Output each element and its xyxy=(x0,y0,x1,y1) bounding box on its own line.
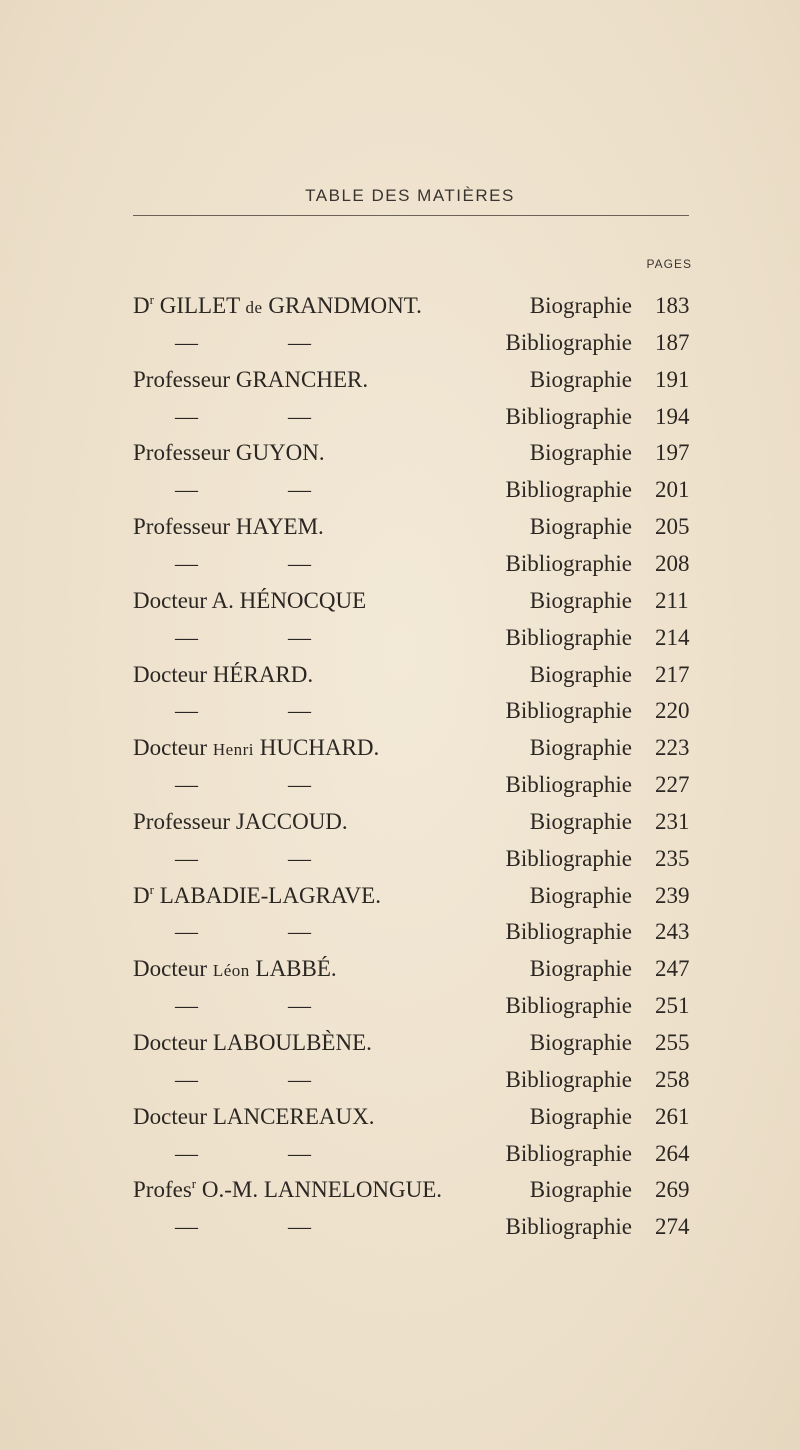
toc-entry-bibliography xyxy=(0,620,800,656)
page-number: 214 xyxy=(655,624,690,650)
toc-entry-biography xyxy=(0,730,800,766)
ditto-dash: — xyxy=(175,624,198,650)
page-number: 258 xyxy=(655,1066,690,1092)
toc-entry-biography xyxy=(0,583,800,619)
entry-name-main: D xyxy=(133,293,150,318)
entry-name-superscript: r xyxy=(191,1176,197,1192)
biography-label: Biographie xyxy=(529,1030,632,1055)
entry-name xyxy=(133,1099,374,1135)
page-number: 243 xyxy=(655,919,690,945)
toc-entry-biography xyxy=(0,1025,800,1061)
page-number: 264 xyxy=(655,1140,690,1166)
page-number: 231 xyxy=(655,808,690,834)
ditto-dash: — xyxy=(175,772,198,798)
ditto-dash: — xyxy=(288,698,311,724)
entry-name xyxy=(133,951,337,989)
toc-entry-bibliography xyxy=(0,914,800,950)
toc-entry-biography xyxy=(0,362,800,398)
ditto-dash: — xyxy=(288,772,311,798)
toc-entry-bibliography xyxy=(0,1062,800,1098)
ditto-dash: — xyxy=(175,845,198,871)
page-number: 205 xyxy=(655,514,690,540)
ditto-dash: — xyxy=(175,698,198,724)
toc-entry-bibliography xyxy=(0,1136,800,1172)
toc-entry-bibliography xyxy=(0,767,800,803)
page-title: TABLE DES MATIÈRES xyxy=(305,186,515,205)
bibliography-label: Bibliographie xyxy=(505,403,632,429)
ditto-dash: — xyxy=(288,1140,311,1166)
page-number: 220 xyxy=(655,698,690,724)
ditto-dash: — xyxy=(175,1140,198,1166)
bibliography-label: Bibliographie xyxy=(505,993,632,1019)
entry-name-small-caps: Léon xyxy=(212,961,250,981)
entry-name xyxy=(133,362,368,398)
toc-entry-bibliography xyxy=(0,325,800,361)
bibliography-label: Bibliographie xyxy=(505,845,632,871)
bibliography-label: Bibliographie xyxy=(505,919,632,945)
page-number: 251 xyxy=(655,993,690,1019)
entry-name xyxy=(133,509,324,545)
ditto-dash: — xyxy=(288,403,311,429)
entry-name xyxy=(133,288,422,326)
biography-label: Biographie xyxy=(529,440,632,466)
toc-entry-bibliography xyxy=(0,1209,800,1245)
biography-label: Biographie xyxy=(529,661,632,687)
page-number: 201 xyxy=(655,477,690,503)
ditto-dash: — xyxy=(175,329,198,355)
entry-name-part: LABBÉ. xyxy=(249,956,337,982)
entry-name-main: Professeur GUYON. xyxy=(133,440,325,466)
entry-name-main: Docteur A. HÉNOCQUE xyxy=(133,587,367,613)
entry-name-part: LABADIE-LAGRAVE. xyxy=(153,882,381,908)
bibliography-label: Bibliographie xyxy=(505,550,632,576)
entry-name-main: Docteur xyxy=(133,735,213,761)
toc-entry-biography xyxy=(0,435,800,471)
toc-entry-biography xyxy=(0,804,800,840)
entry-name-part: O.-M. LANNELONGUE. xyxy=(196,1177,443,1203)
ditto-dash: — xyxy=(175,919,198,945)
toc-entry-biography xyxy=(0,288,800,324)
biography-label: Biographie xyxy=(529,735,632,761)
page-number: 247 xyxy=(655,956,690,982)
bibliography-label: Bibliographie xyxy=(505,477,632,503)
bibliography-label: Bibliographie xyxy=(505,772,632,798)
toc-entry-bibliography xyxy=(0,693,800,729)
entry-name-main: D xyxy=(133,882,150,908)
ditto-dash: — xyxy=(175,403,198,429)
page-number: 191 xyxy=(655,366,690,392)
page-number: 217 xyxy=(655,661,690,687)
page-number: 255 xyxy=(655,1030,690,1055)
biography-label: Biographie xyxy=(529,956,632,982)
ditto-dash: — xyxy=(288,1214,311,1240)
entry-name xyxy=(133,1172,442,1208)
ditto-dash: — xyxy=(288,993,311,1019)
toc-entry-bibliography xyxy=(0,472,800,508)
toc-entry-biography xyxy=(0,1172,800,1208)
entry-name-part: GILLET xyxy=(153,293,246,318)
entry-name xyxy=(133,1025,372,1061)
entry-name-superscript: r xyxy=(149,881,154,897)
page-number: 274 xyxy=(655,1214,690,1240)
page-number: 239 xyxy=(655,882,690,908)
entry-name-main: Professeur GRANCHER. xyxy=(133,366,369,392)
bibliography-label: Bibliographie xyxy=(505,624,632,650)
toc-entry-biography xyxy=(0,878,800,914)
toc-entry-biography xyxy=(0,509,800,545)
page-number: 235 xyxy=(655,845,690,871)
ditto-dash: — xyxy=(288,624,311,650)
page-number: 223 xyxy=(655,735,690,761)
ditto-dash: — xyxy=(175,993,198,1019)
bibliography-label: Bibliographie xyxy=(505,1066,632,1092)
entry-name-main: Professeur JACCOUD. xyxy=(133,808,348,834)
page-number: 269 xyxy=(655,1177,690,1203)
ditto-dash: — xyxy=(175,1066,198,1092)
page-number: 187 xyxy=(655,329,690,355)
ditto-dash: — xyxy=(288,1066,311,1092)
entry-name xyxy=(133,657,313,693)
entry-name-main: Docteur LANCEREAUX. xyxy=(133,1103,375,1129)
ditto-dash: — xyxy=(288,550,311,576)
page-number: 208 xyxy=(655,550,690,576)
biography-label: Biographie xyxy=(529,366,632,392)
biography-label: Biographie xyxy=(529,514,632,540)
page-number: 183 xyxy=(655,293,690,318)
ditto-dash: — xyxy=(175,1214,198,1240)
toc-entry-bibliography xyxy=(0,399,800,435)
page-number: 194 xyxy=(655,403,690,429)
ditto-dash: — xyxy=(288,845,311,871)
page-number: 261 xyxy=(655,1103,690,1129)
bibliography-label: Bibliographie xyxy=(505,698,632,724)
entry-name-main: Professeur HAYEM. xyxy=(133,514,324,540)
biography-label: Biographie xyxy=(529,293,632,318)
biography-label: Biographie xyxy=(529,1177,632,1203)
entry-name-part: HUCHARD. xyxy=(254,735,380,761)
entry-name-main: Docteur xyxy=(133,956,213,982)
page-number: 211 xyxy=(655,587,689,613)
bibliography-label: Bibliographie xyxy=(505,329,632,355)
ditto-dash: — xyxy=(175,550,198,576)
entry-name-superscript: r xyxy=(149,292,154,307)
ditto-dash: — xyxy=(288,919,311,945)
entry-name xyxy=(133,878,381,914)
entry-name xyxy=(133,804,348,840)
entry-name xyxy=(133,730,379,768)
entry-name-small-caps: de xyxy=(245,298,263,317)
toc-entry-biography xyxy=(0,951,800,987)
title-rule xyxy=(133,215,689,216)
biography-label: Biographie xyxy=(529,587,632,613)
pages-column-label: PAGES xyxy=(646,257,692,271)
toc-entry-bibliography xyxy=(0,546,800,582)
toc-entry-biography xyxy=(0,1099,800,1135)
toc-entry-biography xyxy=(0,657,800,693)
entry-name-main: Profes xyxy=(133,1177,192,1203)
page-number: 227 xyxy=(655,772,690,798)
ditto-dash: — xyxy=(288,477,311,503)
entry-name-part: GRANDMONT. xyxy=(262,293,422,318)
entry-name xyxy=(133,583,366,619)
biography-label: Biographie xyxy=(529,1103,632,1129)
toc-entry-bibliography xyxy=(0,988,800,1024)
bibliography-label: Bibliographie xyxy=(505,1140,632,1166)
entry-name-main: Docteur LABOULBÈNE. xyxy=(133,1030,372,1055)
entry-name-small-caps: Henri xyxy=(212,740,255,760)
toc-entry-bibliography xyxy=(0,841,800,877)
page-number: 197 xyxy=(655,440,690,466)
ditto-dash: — xyxy=(288,329,311,355)
ditto-dash: — xyxy=(175,477,198,503)
bibliography-label: Bibliographie xyxy=(505,1214,632,1240)
biography-label: Biographie xyxy=(529,882,632,908)
entry-name-main: Docteur HÉRARD. xyxy=(133,661,314,687)
entry-name xyxy=(133,435,325,471)
biography-label: Biographie xyxy=(529,808,632,834)
